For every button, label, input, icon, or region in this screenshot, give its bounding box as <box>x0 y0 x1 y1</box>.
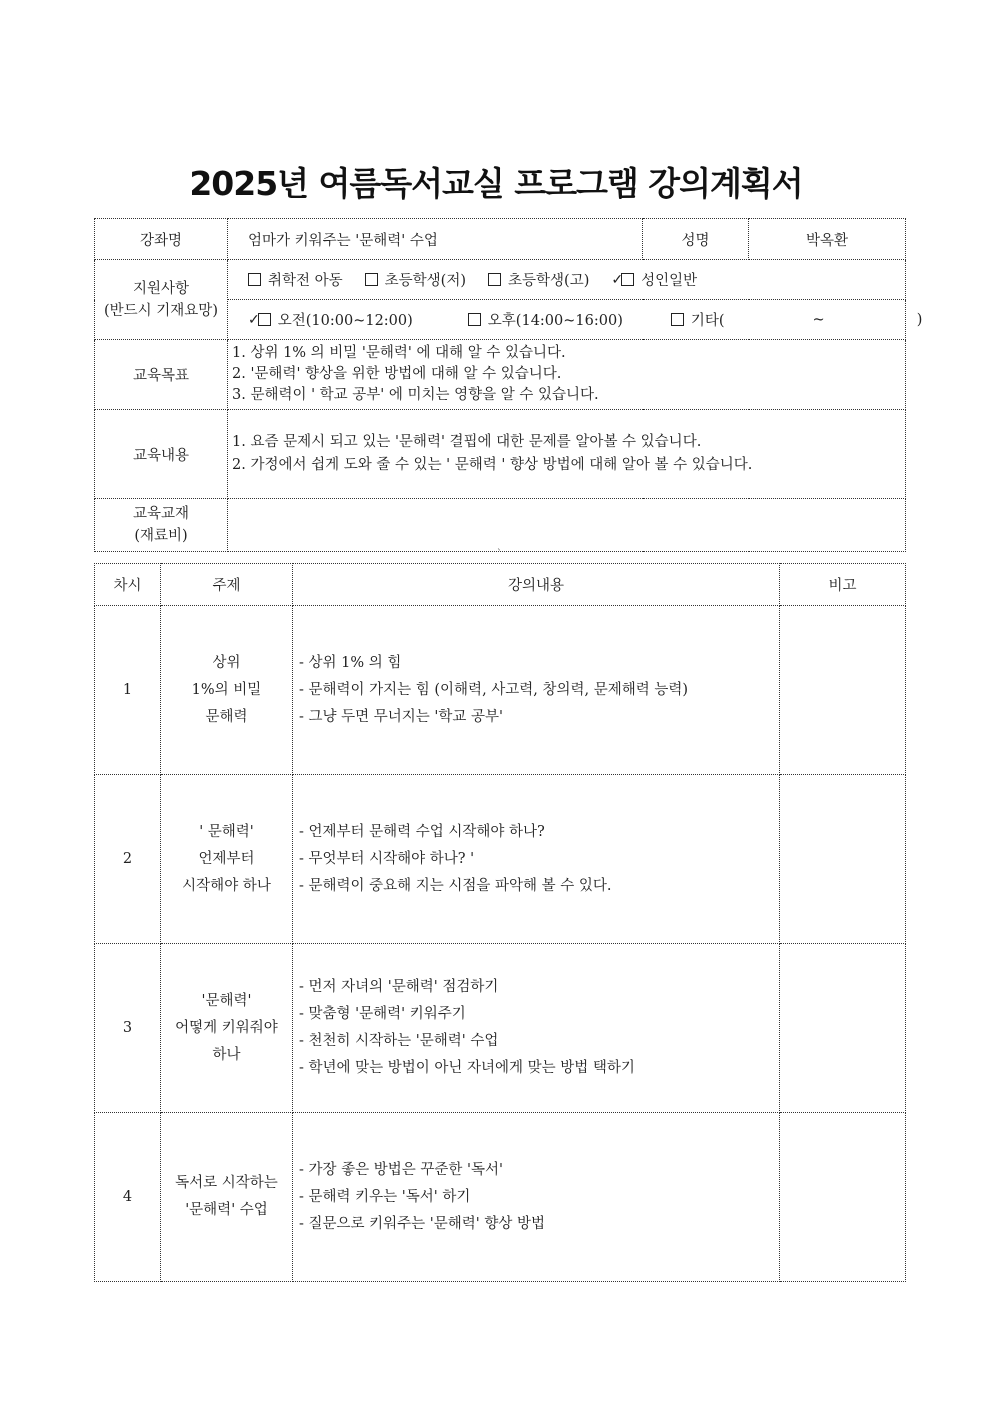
checkbox-icon[interactable] <box>468 313 481 326</box>
time-options <box>248 309 923 330</box>
session-topic: ' 문해력' 언제부터 시작해야 하나 <box>161 775 293 944</box>
material-value <box>228 499 906 552</box>
table-row <box>95 775 906 944</box>
session-number: 2 <box>95 775 161 944</box>
target-option-elementary-low[interactable]: 초등학생(저) <box>365 269 466 290</box>
name-value: 박옥환 <box>749 219 906 260</box>
checkbox-icon[interactable] <box>365 273 378 286</box>
goal-item: 2. '문해력' 향상을 위한 방법에 대해 알 수 있습니다. <box>232 366 562 382</box>
table-row <box>95 944 906 1113</box>
checkbox-icon[interactable] <box>248 273 261 286</box>
material-label: 교육교재 (재료비) <box>95 499 228 552</box>
checkmark-icon: ✓ <box>611 271 624 288</box>
content-item: 2. 가정에서 쉽게 도와 줄 수 있는 ' 문해력 ' 향상 방법에 대해 알아 볼 수 있습니다. <box>232 457 753 473</box>
checkbox-icon[interactable] <box>621 273 634 286</box>
session-topic: '문해력' 어떻게 키워줘야 하나 <box>161 944 293 1113</box>
session-content: - 먼저 자녀의 '문해력' 점검하기 - 맞춤형 '문해력' 키워주기 - 천천히 시작하는 '문해력' 수업 - 학년에 맞는 방법이 아닌 자녀에게 맞는 방법 택하기 <box>293 944 780 1113</box>
goal-item: 3. 문해력이 ' 학교 공부' 에 미치는 영향을 알 수 있습니다. <box>232 387 599 403</box>
support-label <box>95 260 228 340</box>
goal-label: 교육목표 <box>95 340 228 410</box>
time-tilde: ~ <box>812 311 825 328</box>
target-options <box>248 269 899 290</box>
header-topic: 주제 <box>161 564 293 606</box>
session-topic: 독서로 시작하는 '문해력' 수업 <box>161 1113 293 1282</box>
checkmark-icon: ✓ <box>248 311 260 328</box>
name-label: 성명 <box>643 219 749 260</box>
session-topic: 상위 1%의 비밀 문해력 <box>161 606 293 775</box>
session-content: - 상위 1% 의 힘 - 문해력이 가지는 힘 (이해력, 사고력, 창의력, 문제해력 능력) - 그냥 두면 무너지는 '학교 공부' <box>293 606 780 775</box>
session-number: 4 <box>95 1113 161 1282</box>
header-content: 강의내용 <box>293 564 780 606</box>
session-note <box>780 1113 906 1282</box>
session-number: 3 <box>95 944 161 1113</box>
target-option-adult[interactable]: ✓ 성인일반 <box>611 271 698 289</box>
support-label-line2: (반드시 기재요망) <box>104 302 218 319</box>
checkbox-icon[interactable] <box>258 313 271 326</box>
session-note <box>780 775 906 944</box>
target-option-preschool[interactable]: 취학전 아동 <box>248 269 343 290</box>
table-row <box>95 606 906 775</box>
session-content: - 언제부터 문해력 수업 시작해야 하나? - 무엇부터 시작해야 하나? ' - 문해력이 중요해 지는 시점을 파악해 볼 수 있다. <box>293 775 780 944</box>
course-value: 엄마가 키워주는 '문해력' 수업 <box>228 219 643 260</box>
course-label: 강좌명 <box>95 219 228 260</box>
table-row <box>95 1113 906 1282</box>
session-number: 1 <box>95 606 161 775</box>
content-item: 1. 요즘 문제시 되고 있는 '문해력' 결핍에 대한 문제를 알아볼 수 있습니다. <box>232 434 702 450</box>
target-option-elementary-high[interactable]: 초등학생(고) <box>488 269 589 290</box>
page-title: 2025년 여름독서교실 프로그램 강의계획서 <box>189 164 803 203</box>
session-note <box>780 944 906 1113</box>
time-option-other[interactable]: 기타( <box>671 309 725 330</box>
course-info-table <box>94 218 923 552</box>
time-option-morning[interactable]: ✓ 오전(10:00~12:00) <box>248 311 413 329</box>
checkbox-icon[interactable] <box>488 273 501 286</box>
header-note: 비고 <box>780 564 906 606</box>
header-session: 차시 <box>95 564 161 606</box>
content-label: 교육내용 <box>95 410 228 499</box>
separator-mark: ` <box>497 549 502 560</box>
session-note <box>780 606 906 775</box>
schedule-table <box>94 563 906 1282</box>
support-label-line1: 지원사항 <box>132 280 190 297</box>
goal-item: 1. 상위 1% 의 비밀 '문해력' 에 대해 알 수 있습니다. <box>232 345 566 361</box>
time-option-afternoon[interactable]: 오후(14:00~16:00) <box>468 309 623 330</box>
checkbox-icon[interactable] <box>671 313 684 326</box>
session-content: - 가장 좋은 방법은 꾸준한 '독서' - 문해력 키우는 '독서' 하기 - 질문으로 키워주는 '문해력' 향상 방법 <box>293 1113 780 1282</box>
time-close: ) <box>916 311 923 328</box>
